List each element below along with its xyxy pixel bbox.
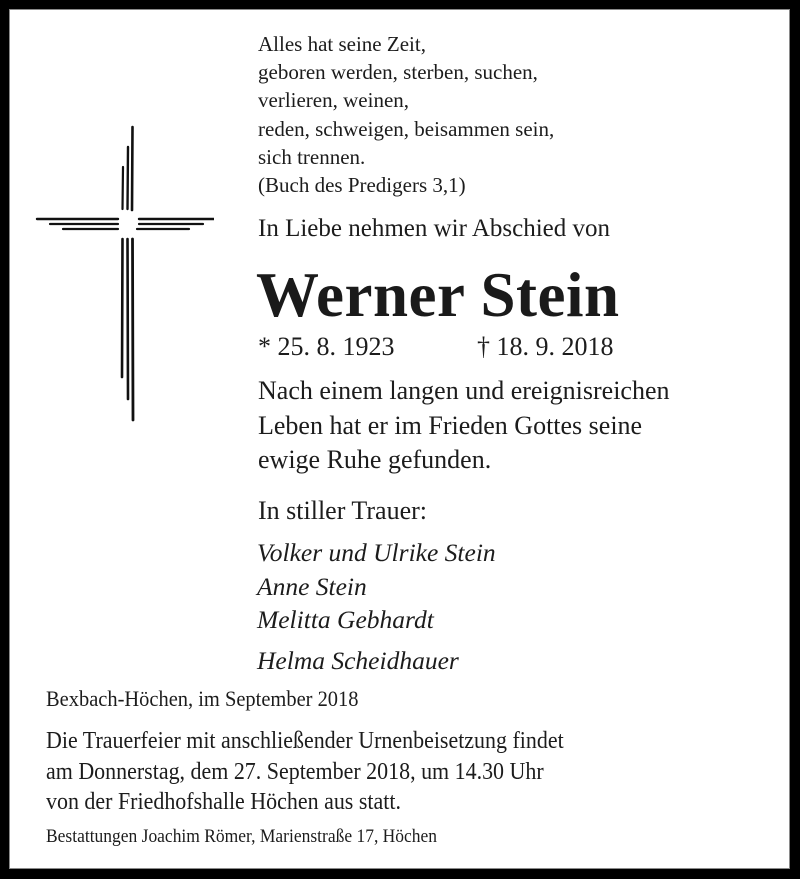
poem-line: sich trennen.	[258, 144, 366, 169]
farewell-intro: In Liebe nehmen wir Abschied von	[258, 215, 610, 242]
obituary-notice	[9, 9, 790, 869]
service-line: von der Friedhofshalle Höchen aus statt.	[46, 789, 401, 815]
death-date: † 18. 9. 2018	[477, 332, 614, 361]
poem-line: verlieren, weinen,	[258, 88, 410, 113]
service-line: am Donnerstag, dem 27. September 2018, um 14.30 Uhr	[46, 758, 544, 785]
mourners-list	[257, 536, 496, 677]
cross-icon	[32, 122, 214, 424]
poem-line: reden, schweigen, beisammen sein,	[258, 116, 555, 141]
mourner-name: Anne Stein	[257, 571, 367, 601]
message-line: Nach einem langen und ereignisreichen	[258, 376, 670, 405]
scripture-poem	[258, 30, 554, 199]
message-line: Leben hat er im Frieden Gottes seine	[258, 410, 643, 440]
mourner-name: Volker und Ulrike Stein	[257, 538, 496, 567]
memorial-message	[258, 374, 670, 478]
funeral-home: Bestattungen Joachim Römer, Marienstraße 17, Höchen	[46, 826, 438, 847]
message-line: ewige Ruhe gefunden.	[258, 445, 492, 474]
poem-line: geboren werden, sterben, suchen,	[258, 60, 538, 85]
mourner-name: Melitta Gebhardt	[257, 605, 434, 634]
service-line: Die Trauerfeier mit anschließender Urnenbeisetzung findet	[46, 728, 564, 754]
place-and-date: Bexbach-Höchen, im September 2018	[46, 686, 359, 711]
poem-line: Alles hat seine Zeit,	[258, 32, 426, 56]
birth-date: * 25. 8. 1923	[258, 332, 395, 361]
mourners-heading: In stiller Trauer:	[258, 496, 427, 525]
service-details	[46, 726, 564, 818]
poem-citation: (Buch des Predigers 3,1)	[258, 172, 466, 197]
deceased-name: Werner Stein	[256, 260, 620, 330]
life-dates	[258, 330, 678, 364]
mourner-name: Helma Scheidhauer	[257, 645, 459, 675]
